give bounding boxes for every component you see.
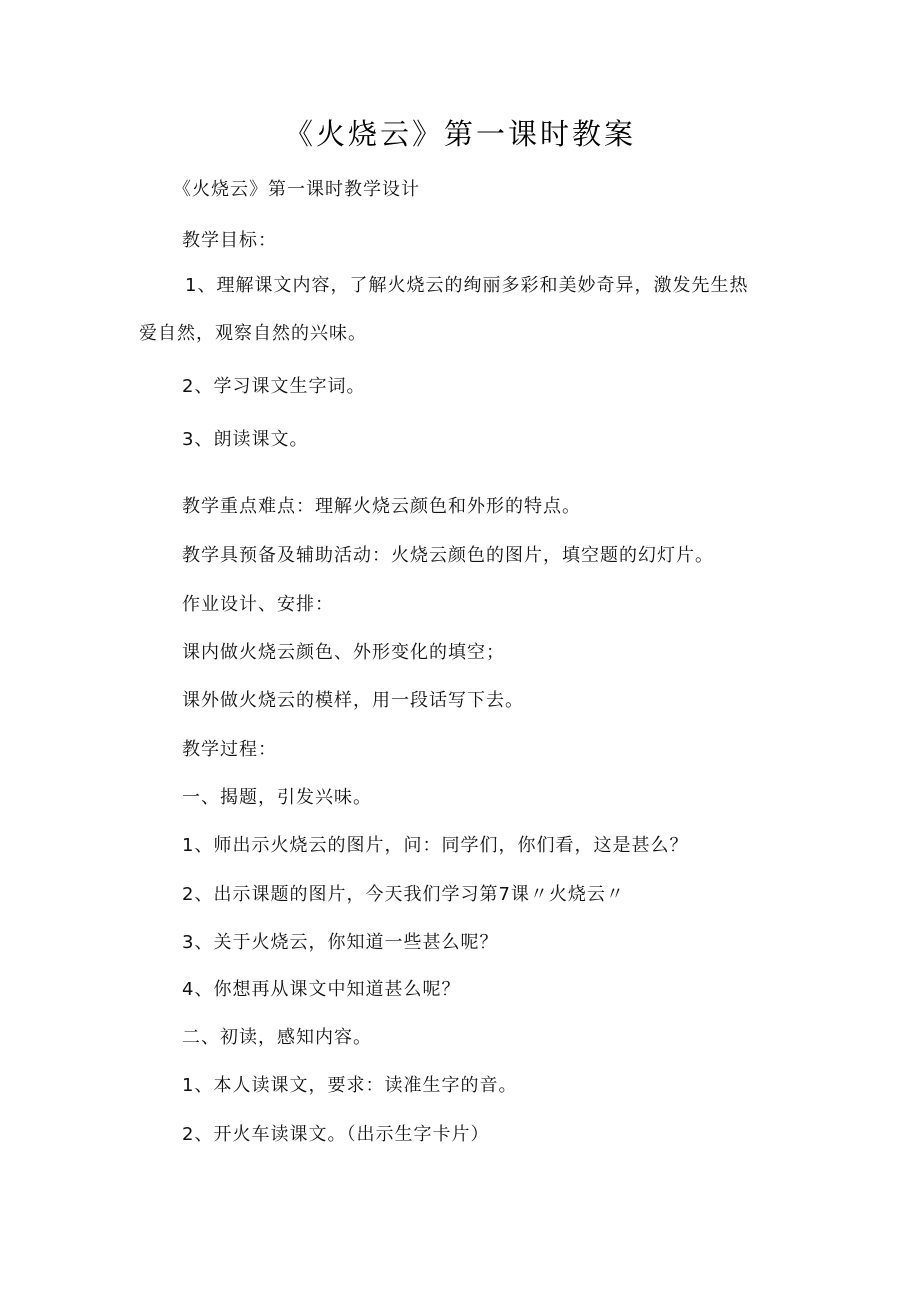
document-title: 《火烧云》第一课时教案 (283, 117, 636, 151)
text-line: 4、你想再从课文中知道甚么呢？ (182, 979, 461, 1000)
text-line: 教学具预备及辅助活动：火烧云颜色的图片，填空题的幻灯片。 (182, 545, 714, 566)
text-line: 1、本人读课文，要求：读准生字的音。 (182, 1075, 518, 1096)
text-line: 2、开火车读课文。（出示生字卡片） (182, 1124, 490, 1145)
text-line: 一、揭题，引发兴味。 (182, 787, 372, 808)
text-line: 课内做火烧云颜色、外形变化的填空； (182, 642, 505, 663)
subtitle-line: 《火烧云》第一课时教学设计 (173, 179, 420, 200)
text-line: 二、初读，感知内容。 (182, 1027, 372, 1048)
text-line: 2、学习课文生字词。 (182, 376, 366, 397)
text-line: 1、师出示火烧云的图片，问：同学们，你们看，这是甚么？ (182, 835, 689, 856)
text-line: 1、理解课文内容，了解火烧云的绚丽多彩和美妙奇异，激发先生热 (185, 275, 749, 296)
text-line: 作业设计、安排： (182, 594, 334, 615)
text-line: 2、出示课题的图片，今天我们学习第7课〃火烧云〃 (182, 884, 625, 905)
text-line: 3、朗读课文。 (182, 429, 309, 450)
text-line: 课外做火烧云的模样，用一段话写下去。 (182, 690, 524, 711)
text-line: 爱自然，观察自然的兴味。 (139, 323, 367, 344)
text-line: 教学重点难点：理解火烧云颜色和外形的特点。 (182, 496, 581, 517)
text-line: 教学目标： (182, 230, 277, 251)
text-line: 3、关于火烧云，你知道一些甚么呢？ (182, 932, 499, 953)
text-line: 教学过程： (182, 739, 277, 760)
